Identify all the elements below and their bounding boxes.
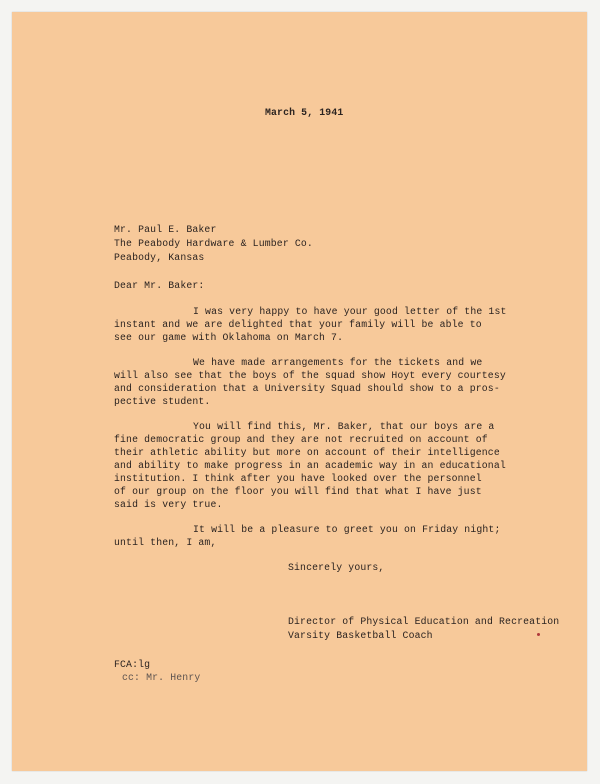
recipient-city: Peabody, Kansas bbox=[114, 252, 205, 263]
paragraph-2-line-2: will also see that the boys of the squad show Hoyt every courtesy bbox=[114, 370, 506, 381]
paragraph-3-line-6: of our group on the floor you will find that what I have just bbox=[114, 486, 482, 497]
paragraph-4-line-2: until then, I am, bbox=[114, 537, 217, 548]
letter-page bbox=[12, 12, 587, 771]
signature-title-1: Director of Physical Education and Recreation bbox=[288, 616, 560, 627]
paragraph-3-line-4: and ability to make progress in an academic way in an educational bbox=[114, 460, 506, 471]
paragraph-2-line-3: and consideration that a University Squad should show to a pros- bbox=[114, 383, 500, 394]
paragraph-3-line-3: their athletic ability but more on account of their intelligence bbox=[114, 447, 500, 458]
paragraph-3-line-1: You will find this, Mr. Baker, that our boys are a bbox=[193, 421, 495, 432]
paragraph-2-line-4: pective student. bbox=[114, 396, 211, 407]
paragraph-1-line-2: instant and we are delighted that your family will be able to bbox=[114, 319, 482, 330]
recipient-company: The Peabody Hardware & Lumber Co. bbox=[114, 238, 313, 249]
signature-title-2: Varsity Basketball Coach bbox=[288, 630, 433, 641]
paragraph-1-line-1: I was very happy to have your good letter of the 1st bbox=[193, 306, 507, 317]
paragraph-3-line-7: said is very true. bbox=[114, 499, 223, 510]
typist-initials: FCA:lg bbox=[114, 659, 151, 670]
paragraph-2-line-1: We have made arrangements for the tickets and we bbox=[193, 357, 483, 368]
recipient-name: Mr. Paul E. Baker bbox=[114, 224, 217, 235]
ink-dot bbox=[537, 633, 540, 636]
paragraph-1-line-3: see our game with Oklahoma on March 7. bbox=[114, 332, 344, 343]
salutation: Dear Mr. Baker: bbox=[114, 280, 205, 291]
paragraph-3-line-5: institution. I think after you have looked over the personnel bbox=[114, 473, 482, 484]
carbon-copy: cc: Mr. Henry bbox=[122, 672, 201, 683]
closing: Sincerely yours, bbox=[288, 562, 385, 573]
paragraph-3-line-2: fine democratic group and they are not recruited on account of bbox=[114, 434, 488, 445]
paragraph-4-line-1: It will be a pleasure to greet you on Friday night; bbox=[193, 524, 501, 535]
letter-date: March 5, 1941 bbox=[265, 107, 344, 118]
